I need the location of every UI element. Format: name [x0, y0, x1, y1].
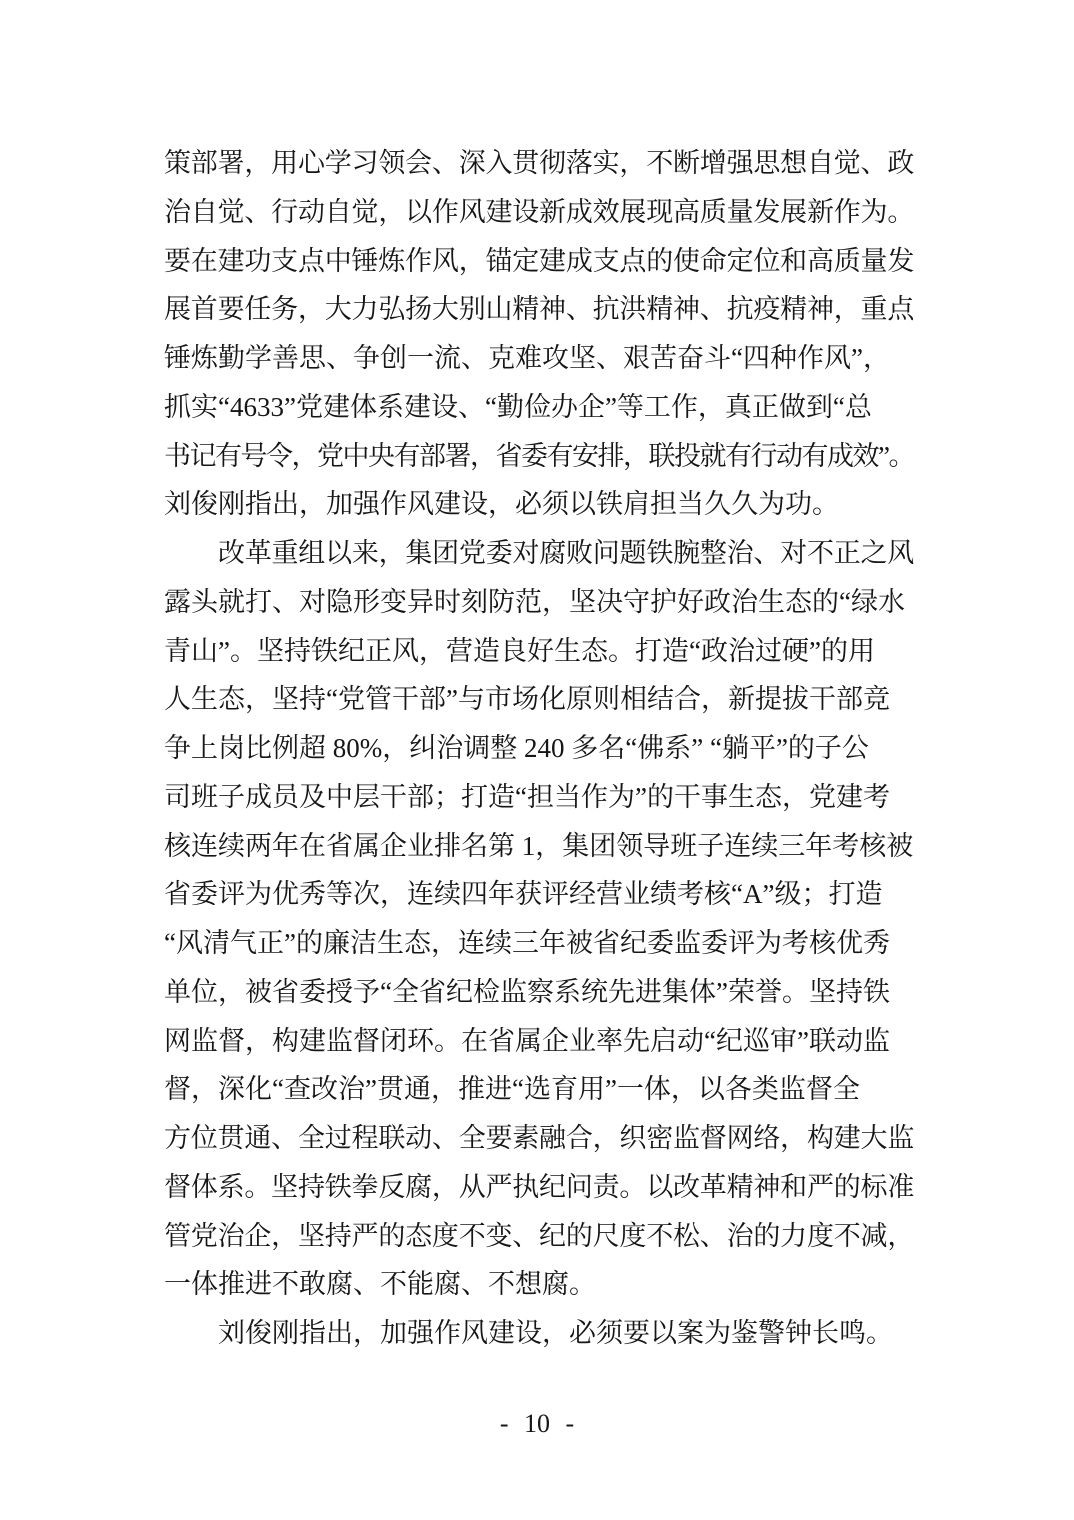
text-line: 抓实“4633”党建体系建设、“勤俭办企”等工作，真正做到“总 [164, 391, 872, 422]
text-line: 人生态，坚持“党管干部”与市场化原则相结合，新提拔干部竞 [164, 684, 890, 715]
text-line: 展首要任务，大力弘扬大别山精神、抗洪精神、抗疫精神，重点 [164, 294, 915, 325]
text-line: 策部署，用心学习领会、深入贯彻落实，不断增强思想自觉、政 [164, 148, 915, 178]
text-line: 督体系。坚持铁拳反腐，从严执纪问责。以改革精神和严的标准 [164, 1171, 915, 1202]
text-line: 争上岗比例超 80%，纠治调整 240 多名“佛系” “躺平”的子公 [164, 733, 869, 763]
text-line: 露头就打、对隐形变异时刻防范，坚决守护好政治生态的“绿水 [164, 586, 905, 617]
text-line: 督，深化“查改治”贯通，推进“选育用”一体，以各类监督全 [164, 1074, 860, 1105]
text-line: 管党治企，坚持严的态度不变、纪的尺度不松、治的力度不减， [164, 1220, 915, 1251]
text-line: 书记有号令，党中央有部署，省委有安排，联投就有行动有成效”。 [164, 440, 914, 471]
text-line: 核连续两年在省属企业排名第 1，集团领导班子连续三年考核被 [164, 830, 914, 861]
text-line: “风清气正”的廉洁生态，连续三年被省纪委监委评为考核优秀 [164, 928, 890, 958]
text-line: 省委评为优秀等次，连续四年获评经营业绩考核“A”级；打造 [164, 879, 883, 910]
body-text [164, 139, 914, 1358]
text-line: 刘俊刚指出，加强作风建设，必须要以案为鉴警钟长鸣。 [218, 1318, 893, 1348]
text-line: 刘俊刚指出，加强作风建设，必须以铁肩担当久久为功。 [164, 489, 839, 520]
text-line: 司班子成员及中层干部；打造“担当作为”的干事生态，党建考 [164, 781, 890, 812]
text-line: 改革重组以来，集团党委对腐败问题铁腕整治、对不正之风 [218, 538, 915, 568]
text-line: 方位贯通、全过程联动、全要素融合，织密监督网络，构建大监 [164, 1123, 915, 1153]
text-line: 锤炼勤学善思、争创一流、克难攻坚、艰苦奋斗“四种作风”， [164, 343, 890, 373]
text-line: 治自觉、行动自觉，以作风建设新成效展现高质量发展新作为。 [164, 196, 915, 227]
text-line: 一体推进不敢腐、不能腐、不想腐。 [164, 1269, 596, 1300]
text-line: 单位，被省委授予“全省纪检监察系统先进集体”荣誉。坚持铁 [164, 976, 890, 1007]
page-number: - 10 - [499, 1409, 575, 1438]
text-line: 青山”。坚持铁纪正风，营造良好生态。打造“政治过硬”的用 [164, 635, 875, 666]
text-line: 网监督，构建监督闭环。在省属企业率先启动“纪巡审”联动监 [164, 1025, 890, 1056]
text-line: 要在建功支点中锤炼作风，锚定建成支点的使命定位和高质量发 [164, 245, 915, 276]
